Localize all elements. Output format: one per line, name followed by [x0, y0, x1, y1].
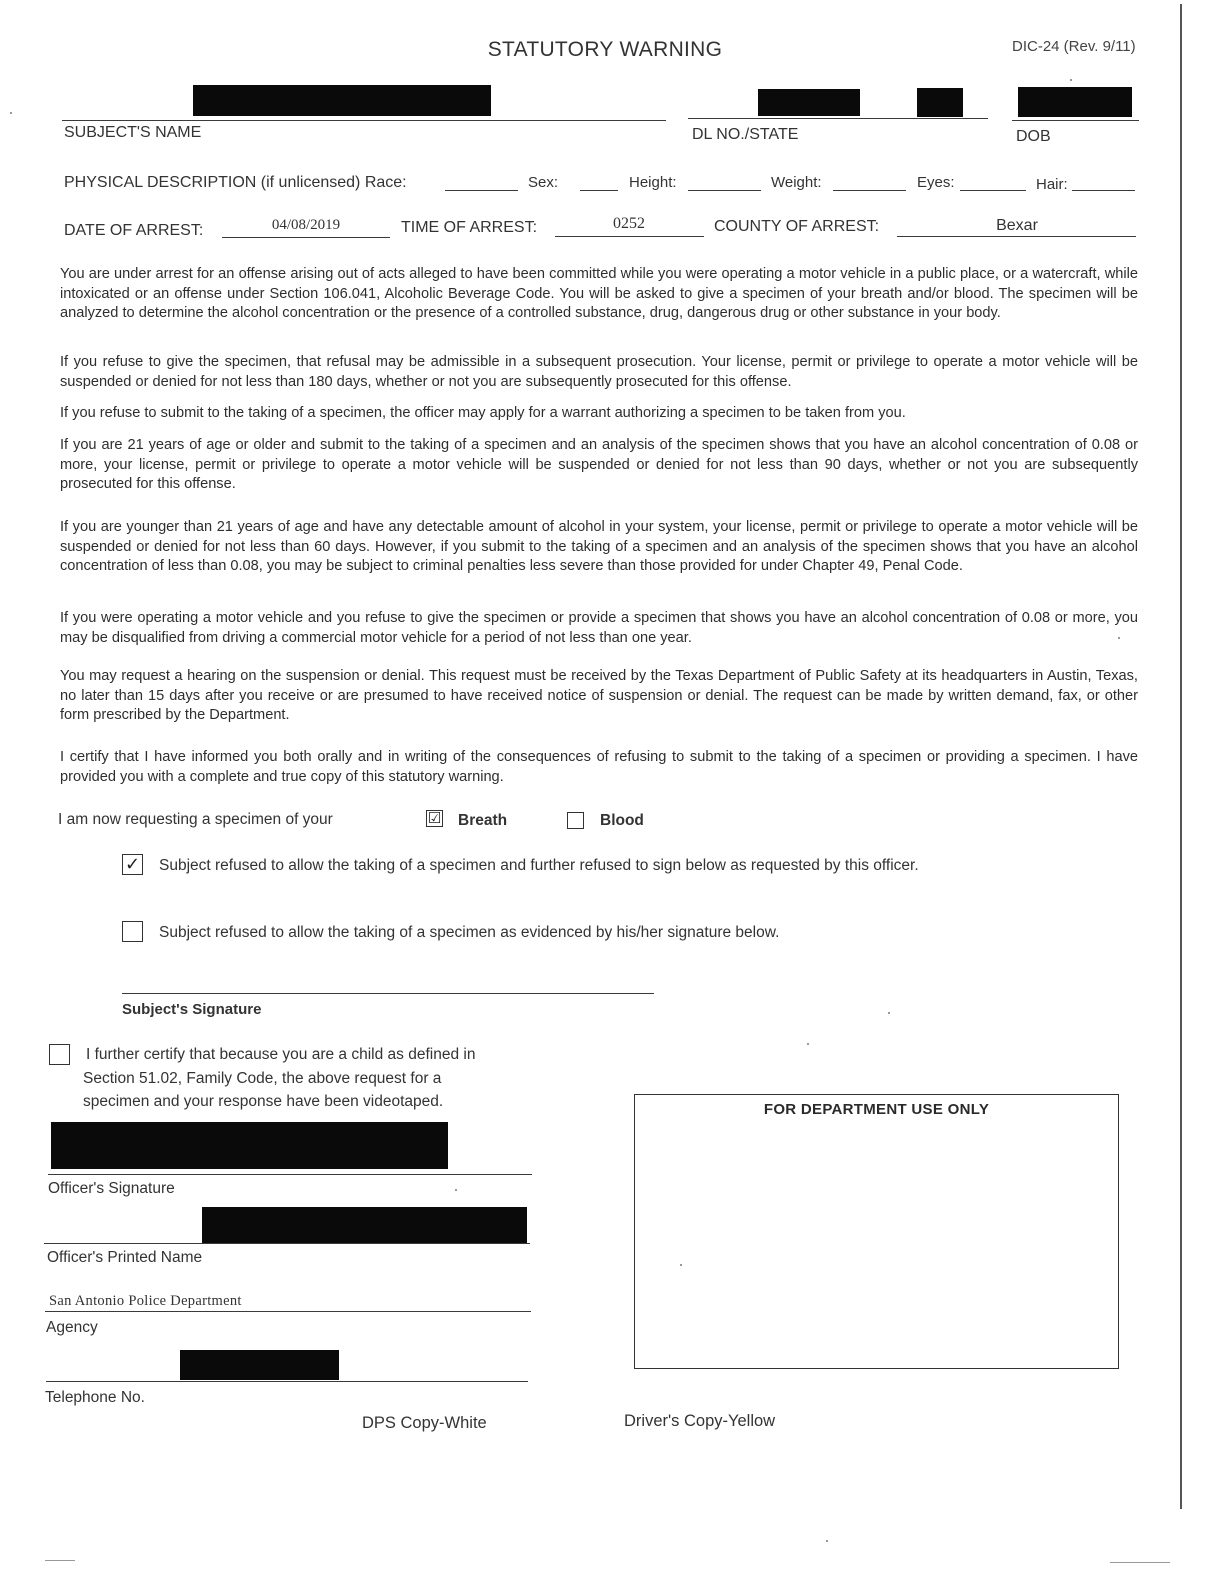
breath-label: Breath — [458, 812, 508, 829]
scan-edge-line — [1180, 4, 1182, 1509]
scan-speck — [10, 112, 12, 114]
form-number: DIC-24 (Rev. 9/11) — [1012, 38, 1136, 55]
child-text-line-1: I further certify that because you are a child as defined in — [86, 1046, 476, 1063]
child-videotape-checkbox[interactable] — [49, 1044, 70, 1065]
redacted-officer-printed-name — [202, 1207, 527, 1243]
eyes-label: Eyes: — [917, 174, 955, 191]
officer-printed-name-label: Officer's Printed Name — [47, 1249, 203, 1266]
blood-checkbox[interactable] — [567, 812, 584, 829]
redacted-telephone — [180, 1350, 339, 1380]
refused-signed-text: Subject refused to allow the taking of a specimen as evidenced by his/her signature below. — [159, 924, 780, 941]
sex-line — [580, 190, 618, 191]
redacted-dl-state — [917, 88, 963, 117]
date-of-arrest-value: 04/08/2019 — [271, 217, 341, 233]
scan-speck — [807, 1043, 809, 1045]
dl-label: DL NO./STATE — [692, 126, 799, 143]
agency-label: Agency — [46, 1319, 98, 1336]
dl-line — [688, 118, 988, 119]
redacted-officer-signature — [51, 1122, 448, 1169]
height-line — [688, 190, 761, 191]
scan-speck — [1118, 637, 1120, 639]
specimen-request-label: I am now requesting a specimen of your — [58, 811, 333, 828]
scan-speck — [1070, 79, 1072, 81]
dob-label: DOB — [1016, 128, 1051, 145]
height-label: Height: — [629, 174, 677, 191]
hair-label: Hair: — [1036, 176, 1068, 193]
warning-paragraph-over-21: If you are 21 years of age or older and submit to the taking of a specimen and an analysis of the specimen shows that you have an alcohol concentration of 0.08 or more, your license, permit or privilege to operate a motor vehicle will be suspended or denied for not less than 90 days, whether or not you are subsequently prosecuted for this offense. — [60, 437, 1138, 492]
scan-edge-mark — [1110, 1562, 1170, 1563]
subject-signature-line — [122, 993, 654, 994]
breath-checkbox[interactable]: ☑ — [427, 809, 442, 827]
refused-no-sign-checkbox[interactable]: ✓ — [122, 854, 143, 875]
physical-description-label: PHYSICAL DESCRIPTION (if unlicensed) Race: — [64, 174, 407, 191]
officer-printed-name-line — [44, 1243, 530, 1244]
agency-line — [45, 1311, 531, 1312]
race-line — [445, 190, 518, 191]
eyes-line — [960, 190, 1026, 191]
department-use-box — [634, 1094, 1119, 1369]
scan-speck — [888, 1012, 890, 1014]
time-of-arrest-value: 0252 — [613, 215, 645, 232]
form-title: STATUTORY WARNING — [487, 38, 723, 61]
county-of-arrest-value: Bexar — [996, 217, 1038, 234]
telephone-line — [46, 1381, 528, 1382]
refused-no-sign-text: Subject refused to allow the taking of a specimen and further refused to sign below as requested by this officer. — [159, 857, 919, 874]
telephone-label: Telephone No. — [45, 1389, 145, 1406]
scan-speck — [455, 1189, 457, 1191]
hair-line — [1072, 190, 1135, 191]
scan-edge-mark — [45, 1560, 75, 1561]
weight-label: Weight: — [771, 174, 822, 191]
officer-signature-line — [48, 1174, 532, 1175]
blood-label: Blood — [600, 812, 644, 829]
date-of-arrest-label: DATE OF ARREST: — [64, 222, 204, 239]
warning-paragraph-arrest: You are under arrest for an offense arising out of acts alleged to have been committed while you were operating a motor vehicle in a public place, or a watercraft, while intoxicated or an offense under Section 106.041, Alcoholic Beverage Code. You will be asked to give a specimen of your breath and/or blood. The specimen will be analyzed to determine the alcohol concentration or the presence of a controlled substance, drug, dangerous drug or other substance in your body. — [60, 266, 1138, 321]
warning-paragraph-hearing: You may request a hearing on the suspension or denial. This request must be received by the Texas Department of Public Safety at its headquarters in Austin, Texas, no later than 15 days after you receive or are presumed to have received notice of suspension or denial. The request can be made by written demand, fax, or other form prescribed by the Department. — [60, 668, 1138, 723]
scan-speck — [826, 1540, 828, 1542]
dob-line — [1012, 120, 1139, 121]
subject-name-label: SUBJECT'S NAME — [64, 124, 202, 141]
redacted-subject-name — [193, 85, 491, 116]
refused-signed-checkbox[interactable] — [122, 921, 143, 942]
time-of-arrest-label: TIME OF ARREST: — [401, 219, 538, 236]
department-use-title: FOR DEPARTMENT USE ONLY — [763, 1101, 990, 1118]
county-of-arrest-line — [897, 236, 1136, 237]
warning-paragraph-certify: I certify that I have informed you both orally and in writing of the consequences of refusing to submit to the taking of a specimen or providing a specimen. I have provided you with a complete and true copy of this statutory warning. — [60, 749, 1138, 785]
agency-value: San Antonio Police Department — [49, 1293, 242, 1309]
child-text-line-3: specimen and your response have been videotaped. — [83, 1093, 444, 1110]
warning-paragraph-commercial: If you were operating a motor vehicle and you refuse to give the specimen or provide a specimen that shows you have an alcohol concentration of 0.08 or more, you may be disqualified from driving a commercial motor vehicle for a period of not less than one year. — [60, 610, 1138, 646]
officer-signature-label: Officer's Signature — [48, 1180, 175, 1197]
weight-line — [833, 190, 906, 191]
time-of-arrest-line — [555, 236, 704, 237]
dps-copy-label: DPS Copy-White — [362, 1414, 487, 1432]
subject-name-line — [62, 120, 666, 121]
warning-paragraph-under-21: If you are younger than 21 years of age and have any detectable amount of alcohol in your system, your license, permit or privilege to operate a motor vehicle will be suspended or denied for not less than 60 days. However, if you submit to the taking of a specimen and an analysis of the specimen shows that you have an alcohol concentration of less than 0.08, you may be subject to criminal penalties less severe than those provided for under Chapter 49, Penal Code. — [60, 519, 1138, 574]
redacted-dl-number — [758, 89, 860, 116]
scan-speck — [680, 1264, 682, 1266]
sex-label: Sex: — [528, 174, 559, 191]
child-text-line-2: Section 51.02, Family Code, the above request for a — [83, 1070, 442, 1087]
subject-signature-label: Subject's Signature — [122, 1001, 262, 1018]
redacted-dob — [1018, 87, 1132, 117]
warning-paragraph-refusal: If you refuse to give the specimen, that refusal may be admissible in a subsequent prosecution. Your license, permit or privilege to operate a motor vehicle will be suspended or denied for not less than 180 days, whether or not you are subsequently prosecuted for this offense. — [60, 354, 1138, 390]
drivers-copy-label: Driver's Copy-Yellow — [624, 1412, 776, 1430]
county-of-arrest-label: COUNTY OF ARREST: — [714, 218, 880, 235]
warning-paragraph-warrant: If you refuse to submit to the taking of a specimen, the officer may apply for a warrant authorizing a specimen to be taken from you. — [60, 405, 906, 421]
date-of-arrest-line — [222, 237, 390, 238]
